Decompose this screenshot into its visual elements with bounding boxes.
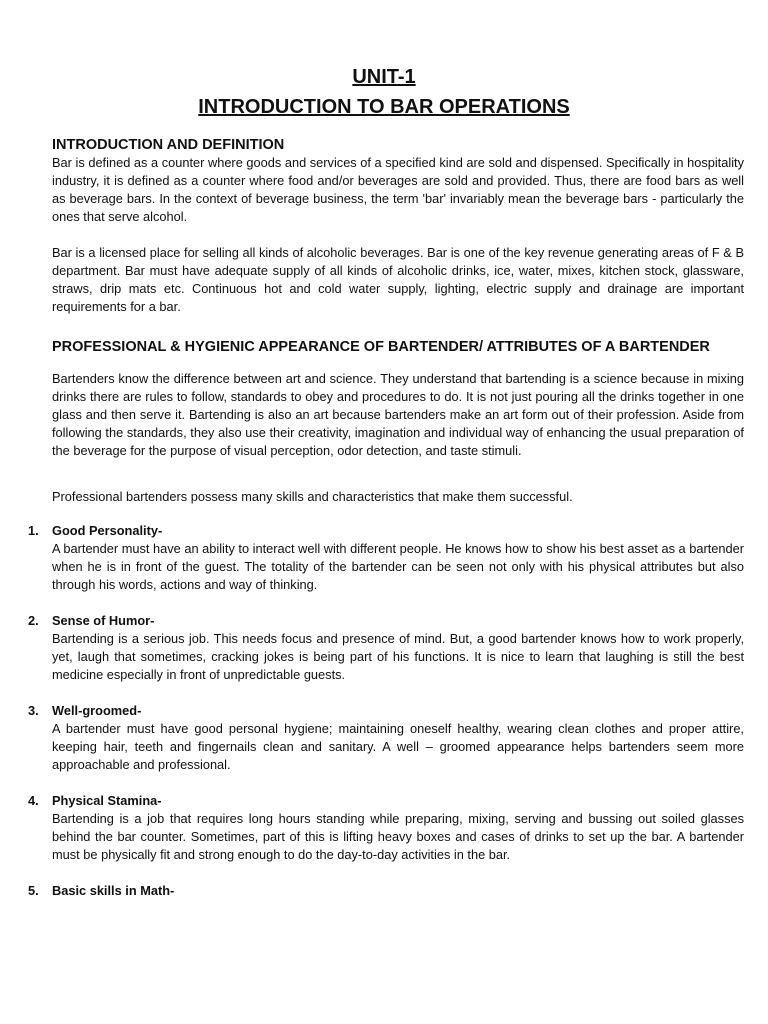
paragraph-bar-definition: Bar is defined as a counter where goods and services of a specified kind are sold and dispensed. Specifically in hospitality industry, it is defined as a counter where food and/or beverages are sold and provided. Thus, there are food bars as well as beverage bars. In the context of beverage business, the term 'bar' invariably mean the beverage bars - particularly the ones that serve alcohol. xyxy=(52,155,744,224)
list-item xyxy=(28,882,744,900)
list-item-number: 4. xyxy=(28,793,39,808)
unit-title: UNIT-1 xyxy=(352,66,416,88)
paragraph-skills-intro: Professional bartenders possess many skills and characteristics that make them successful. xyxy=(52,489,573,504)
list-item-number: 1. xyxy=(28,523,39,538)
list-item xyxy=(28,612,744,684)
list-item-body: A bartender must have good personal hygiene; maintaining oneself healthy, wearing clean clothes and proper attire, keeping hair, teeth and fingernails clean and sanitary. A well – groomed appearance helps bartenders seem more approachable and professional. xyxy=(52,721,744,772)
list-item-number: 3. xyxy=(28,703,39,718)
attributes-list xyxy=(28,522,744,900)
list-item-title: Physical Stamina- xyxy=(52,793,162,808)
section-heading-introduction: INTRODUCTION AND DEFINITION xyxy=(52,137,285,153)
list-item-body: A bartender must have an ability to interact well with different people. He knows how to show his best asset as a bartender when he is in front of the guest. The totality of the bartender can be seen not only with his physical attributes but also through his words, actions and way of thinking. xyxy=(52,541,744,592)
list-item-body: Bartending is a job that requires long hours standing while preparing, mixing, serving and bussing out soiled glasses behind the bar counter. Sometimes, part of this is lifting heavy boxes and cases of drinks to set up the bar. A bartender must be physically fit and strong enough to do the day-to-day activities in the bar. xyxy=(52,811,744,862)
list-item-body: Bartending is a serious job. This needs focus and presence of mind. But, a good bartender knows how to work properly, yet, laugh that sometimes, cracking jokes is being part of his functions. It is nice to learn that laughing is still the best medicine especially in front of unpredictable guests. xyxy=(52,631,744,682)
list-item-title: Basic skills in Math- xyxy=(52,883,175,898)
document-title: INTRODUCTION TO BAR OPERATIONS xyxy=(198,96,570,118)
list-item-number: 5. xyxy=(28,883,39,898)
list-item-number: 2. xyxy=(28,613,39,628)
list-item-title: Well-groomed- xyxy=(52,703,142,718)
list-item-title: Good Personality- xyxy=(52,523,163,538)
list-item-title: Sense of Humor- xyxy=(52,613,155,628)
list-item xyxy=(28,702,744,774)
section-heading-attributes: PROFESSIONAL & HYGIENIC APPEARANCE OF BARTENDER/ ATTRIBUTES OF A BARTENDER xyxy=(52,339,710,355)
list-item xyxy=(28,792,744,864)
list-item xyxy=(28,522,744,594)
paragraph-licensed-bar: Bar is a licensed place for selling all kinds of alcoholic beverages. Bar is one of the key revenue generating areas of F & B department. Bar must have adequate supply of all kinds of alcoholic drinks, ice, water, mixes, kitchen stock, glassware, straws, drip mats etc. Continuous hot and cold water supply, lighting, electric supply and drainage are important requirements for a bar. xyxy=(52,245,744,314)
paragraph-art-and-science: Bartenders know the difference between art and science. They understand that bartending is a science because in mixing drinks there are rules to follow, standards to obey and procedures to do. It is not just pouring all the drinks together in one glass and then serve it. Bartending is also an art because bartenders make an art form out of their profession. Aside from following the standards, they also use their creativity, imagination and individual way of enhancing the usual preparation of the beverage for the purpose of visual perception, odor detection, and taste stimuli. xyxy=(52,371,744,458)
